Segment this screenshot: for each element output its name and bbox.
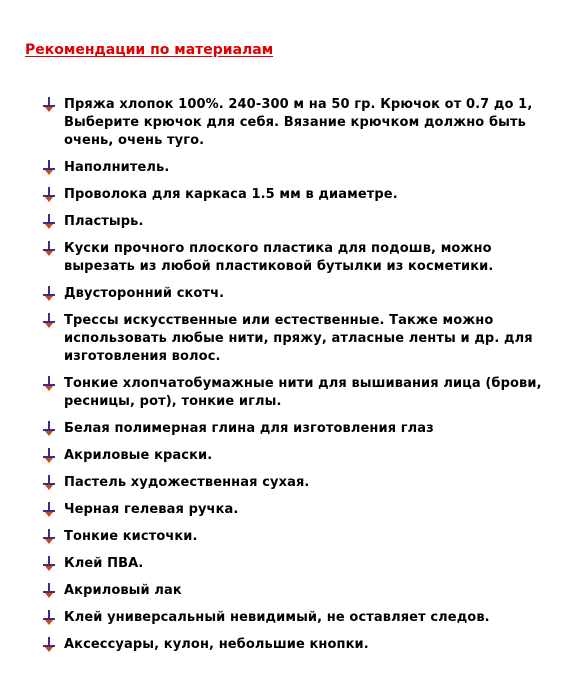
list-item-text: Тонкие хлопчатобумажные нити для вышивания лица (брови, ресницы, рот), тонкие иглы. — [64, 376, 542, 409]
arrow-down-bullet-icon — [42, 241, 56, 257]
list-item — [42, 420, 542, 438]
list-item-text: Клей ПВА. — [64, 556, 144, 571]
list-item — [42, 555, 542, 573]
list-item-text: Наполнитель. — [64, 160, 170, 175]
list-item — [42, 240, 542, 276]
arrow-down-bullet-icon — [42, 610, 56, 626]
arrow-down-bullet-icon — [42, 637, 56, 653]
page-heading: Рекомендации по материалам — [25, 42, 274, 58]
list-item-text: Черная гелевая ручка. — [64, 502, 239, 517]
arrow-down-bullet-icon — [42, 583, 56, 599]
arrow-down-bullet-icon — [42, 286, 56, 302]
list-item — [42, 312, 542, 366]
list-item — [42, 636, 542, 654]
list-item — [42, 582, 542, 600]
arrow-down-bullet-icon — [42, 160, 56, 176]
list-item — [42, 375, 542, 411]
list-item — [42, 447, 542, 465]
arrow-down-bullet-icon — [42, 556, 56, 572]
list-item-text: Акриловый лак — [64, 583, 182, 598]
list-item — [42, 285, 542, 303]
list-item-text: Двусторонний скотч. — [64, 286, 225, 301]
list-item — [42, 474, 542, 492]
list-item — [42, 213, 542, 231]
list-item — [42, 501, 542, 519]
list-item-text: Пастель художественная сухая. — [64, 475, 310, 490]
list-item — [42, 96, 542, 150]
list-item-text: Пластырь. — [64, 214, 144, 229]
list-item — [42, 609, 542, 627]
arrow-down-bullet-icon — [42, 214, 56, 230]
list-item-text: Белая полимерная глина для изготовления глаз — [64, 421, 434, 436]
arrow-down-bullet-icon — [42, 187, 56, 203]
list-item-text: Куски прочного плоского пластика для подошв, можно вырезать из любой пластиковой бутылки из косметики. — [64, 241, 494, 274]
list-item-text: Проволока для каркаса 1.5 мм в диаметре. — [64, 187, 398, 202]
list-item-text: Пряжа хлопок 100%. 240-300 м на 50 гр. Крючок от 0.7 до 1, Выберите крючок для себя. Вязание крючком должно быть очень, очень туго. — [64, 97, 533, 148]
arrow-down-bullet-icon — [42, 529, 56, 545]
list-item — [42, 186, 542, 204]
list-item-text: Аксессуары, кулон, небольшие кнопки. — [64, 637, 369, 652]
list-item-text: Трессы искусственные или естественные. Также можно использовать любые нити, пряжу, атласные ленты и др. для изготовления волос. — [64, 313, 533, 364]
arrow-down-bullet-icon — [42, 376, 56, 392]
list-item-text: Тонкие кисточки. — [64, 529, 198, 544]
list-item — [42, 528, 542, 546]
arrow-down-bullet-icon — [42, 502, 56, 518]
list-item-text: Клей универсальный невидимый, не оставляет следов. — [64, 610, 490, 625]
list-item-text: Акриловые краски. — [64, 448, 213, 463]
arrow-down-bullet-icon — [42, 313, 56, 329]
arrow-down-bullet-icon — [42, 97, 56, 113]
arrow-down-bullet-icon — [42, 475, 56, 491]
arrow-down-bullet-icon — [42, 421, 56, 437]
list-item — [42, 159, 542, 177]
arrow-down-bullet-icon — [42, 448, 56, 464]
materials-list — [42, 96, 542, 663]
